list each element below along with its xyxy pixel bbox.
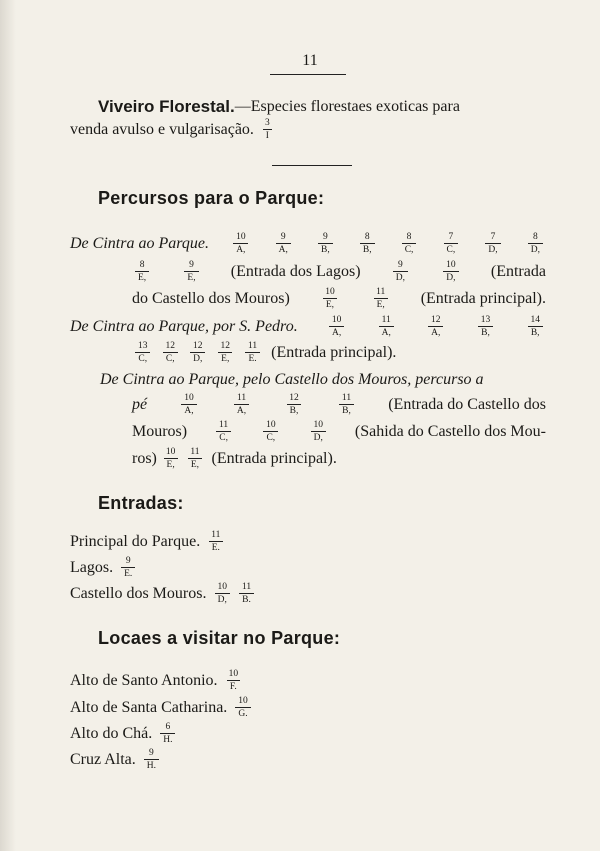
route-1-text-entrada: (Entrada (490, 262, 546, 280)
fraction: $\frac{10}{D,}$ (443, 260, 459, 283)
locae-item-cha (70, 722, 178, 745)
fraction: $\frac{12}{B,}$ (286, 393, 302, 416)
fraction: $\frac{9}{D,}$ (393, 260, 408, 283)
fraction: $\frac{10}{D,}$ (214, 582, 230, 605)
entrada-label: Lagos. (70, 558, 114, 576)
fraction: $\frac{7}{D,}$ (485, 232, 500, 255)
route-3-text-ros: ros) (132, 449, 157, 467)
fraction: $\frac{11}{B.}$ (239, 582, 254, 605)
entrada-item-castello (70, 582, 257, 605)
fraction: $\frac{8}{D,}$ (528, 232, 543, 255)
locae-label: Alto do Chá. (70, 724, 153, 742)
entrada-item-lagos (70, 556, 138, 579)
route-1-text-castello: do Castello dos Mouros) (132, 289, 290, 307)
fraction: $\frac{10}{A,}$ (329, 315, 345, 338)
fraction: $\frac{3}{I}$ (262, 118, 273, 141)
fraction: $\frac{9}{E.}$ (121, 556, 135, 579)
fraction: $\frac{11}{A,}$ (234, 393, 249, 416)
route-2-line-2 (132, 341, 396, 364)
fraction: $\frac{12}{D,}$ (190, 341, 206, 364)
fraction: $\frac{11}{A,}$ (379, 315, 394, 338)
page-number-rule (270, 74, 346, 75)
fraction: $\frac{10}{C,}$ (263, 420, 279, 443)
route-1-line-3 (132, 287, 546, 310)
fraction: $\frac{13}{B,}$ (478, 315, 494, 338)
section-divider (272, 165, 352, 166)
fraction: $\frac{10}{F.}$ (228, 669, 239, 692)
fraction: $\frac{10}{A,}$ (181, 393, 197, 416)
fraction: $\frac{8}{C,}$ (402, 232, 417, 255)
entradas-heading: Entradas: (98, 493, 184, 513)
locae-item-santo-antonio (70, 669, 244, 692)
entrada-label: Principal do Parque. (70, 532, 201, 550)
route-2-text-principal: (Entrada principal). (271, 343, 397, 361)
route-3-line-4 (132, 447, 337, 470)
route-1-text-lagos: (Entrada dos Lagos) (230, 262, 361, 280)
fraction: $\frac{10}{E,}$ (322, 287, 338, 310)
percursos-heading: Percursos para o Parque: (98, 188, 325, 208)
fraction: $\frac{8}{B,}$ (360, 232, 375, 255)
route-1-line-1 (70, 232, 546, 255)
fraction: $\frac{9}{H.}$ (144, 748, 159, 771)
entrada-label: Castello dos Mouros. (70, 584, 207, 602)
fraction: $\frac{14}{B,}$ (527, 315, 543, 338)
page-number: 11 (302, 52, 318, 69)
viveiro-line-2 (70, 118, 276, 141)
fraction: $\frac{8}{E,}$ (135, 260, 149, 283)
fraction: $\frac{11}{E,}$ (187, 447, 202, 470)
fraction: $\frac{10}{A,}$ (233, 232, 249, 255)
fraction: $\frac{11}{B,}$ (339, 393, 354, 416)
locae-item-santa-catharina (70, 696, 254, 719)
route-1-text-principal: (Entrada principal). (420, 289, 546, 307)
route-2-label: De Cintra ao Parque, por S. Pedro. (70, 317, 298, 335)
route-3-line-2 (132, 393, 546, 416)
entrada-item-principal (70, 530, 226, 553)
fraction: $\frac{12}{A,}$ (428, 315, 444, 338)
route-1-line-2 (132, 260, 546, 283)
viveiro-line-1 (98, 97, 530, 117)
fraction: $\frac{11}{E,}$ (373, 287, 388, 310)
route-3-text-principal: (Entrada principal). (211, 449, 337, 467)
locae-label: Cruz Alta. (70, 750, 136, 768)
fraction: $\frac{12}{C,}$ (163, 341, 179, 364)
fraction: $\frac{11}{C,}$ (216, 420, 231, 443)
fraction: $\frac{10}{D,}$ (310, 420, 326, 443)
route-3-line-3 (132, 420, 546, 443)
locaes-heading: Locaes a visitar no Parque: (98, 628, 341, 648)
fraction: $\frac{9}{A,}$ (276, 232, 291, 255)
route-3-text-entrada: (Entrada do Castello dos (388, 395, 546, 413)
route-3-line-1 (100, 371, 546, 389)
fraction: $\frac{11}{E.}$ (208, 530, 223, 553)
route-3-text-mouros: Mouros) (132, 422, 188, 440)
fraction: $\frac{6}{H.}$ (160, 722, 175, 745)
viveiro-text-1: —Especies florestaes exoticas para (234, 98, 460, 115)
locae-item-cruz-alta (70, 748, 162, 771)
route-3-text-sahida: (Sahida do Castello dos Mou- (354, 422, 546, 440)
page-binding-shadow (0, 0, 16, 851)
locae-label: Alto de Santo Antonio. (70, 671, 218, 689)
locae-label: Alto de Santa Catharina. (70, 698, 228, 716)
route-2-line-1 (70, 315, 546, 338)
fraction: $\frac{10}{E,}$ (163, 447, 179, 470)
route-3-label: De Cintra ao Parque, pelo Castello dos Mouros, percurso a (100, 371, 484, 388)
route-3-pe: pé (132, 395, 148, 413)
fraction: $\frac{9}{E,}$ (184, 260, 198, 283)
fraction: $\frac{11}{E.}$ (245, 341, 260, 364)
fraction: $\frac{13}{C,}$ (135, 341, 151, 364)
fraction: $\frac{7}{C,}$ (444, 232, 459, 255)
viveiro-text-2: venda avulso e vulgarisação. (70, 120, 254, 138)
fraction: $\frac{12}{E,}$ (218, 341, 234, 364)
viveiro-title: Viveiro Florestal. (98, 97, 235, 116)
fraction: $\frac{10}{G.}$ (235, 696, 251, 719)
route-1-label: De Cintra ao Parque. (70, 234, 209, 252)
fraction: $\frac{9}{B,}$ (318, 232, 333, 255)
